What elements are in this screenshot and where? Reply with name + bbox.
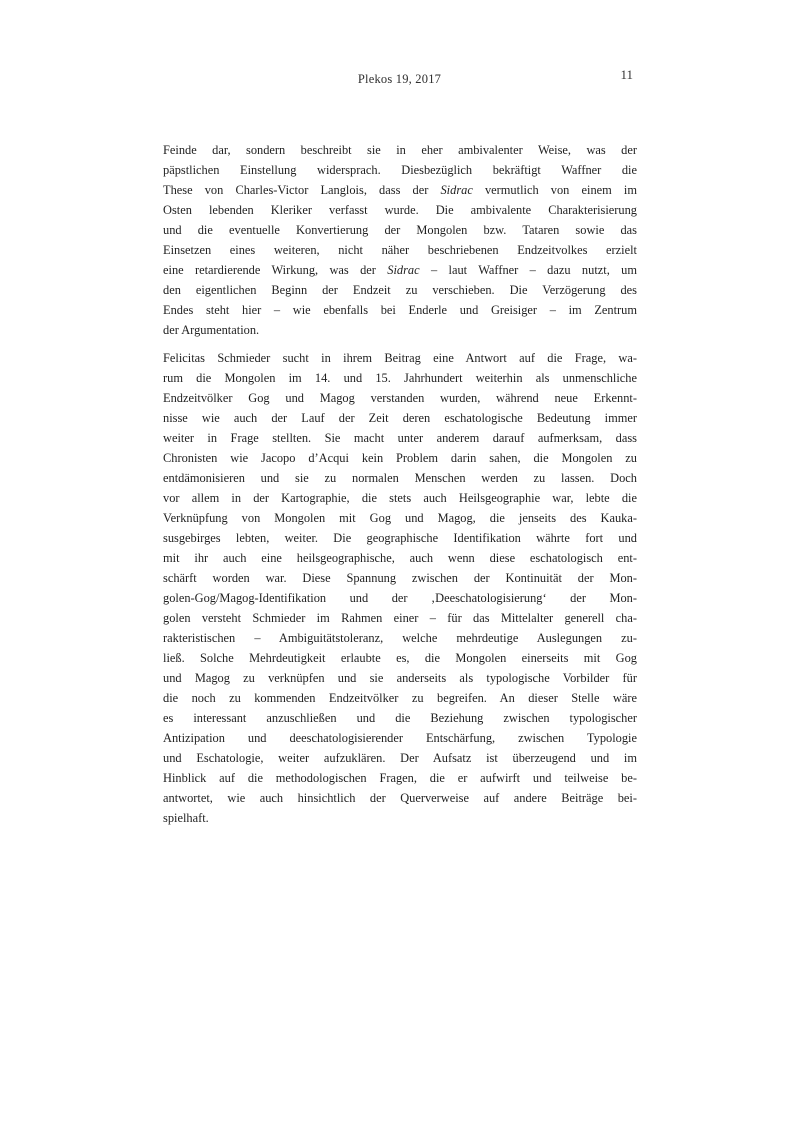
text-line: Antizipation und deeschatologisierender Entschärfung, zwischen Typologie bbox=[163, 731, 637, 745]
text-line: Felicitas Schmieder sucht in ihrem Beitrag eine Antwort auf die Frage, wa- bbox=[163, 351, 637, 365]
text-line: eine retardierende Wirkung, was der Sidrac – laut Waffner – dazu nutzt, um bbox=[163, 263, 637, 277]
text-line: schärft worden war. Diese Spannung zwischen der Kontinuität der Mon- bbox=[163, 571, 637, 585]
journal-header: Plekos 19, 2017 bbox=[357, 72, 442, 86]
text-line: der Argumentation. bbox=[163, 323, 260, 337]
text-line: antwortet, wie auch hinsichtlich der Querverweise auf andere Beiträge bei- bbox=[163, 791, 637, 805]
text-line: vor allem in der Kartographie, die stets auch Heilsgeographie war, lebte die bbox=[163, 491, 637, 505]
text-line: mit ihr auch eine heilsgeographische, auch wenn diese eschatologisch ent- bbox=[163, 551, 637, 565]
text-line: Chronisten wie Jacopo d’Acqui kein Problem darin sahen, die Mongolen zu bbox=[163, 451, 637, 465]
text-line: spielhaft. bbox=[163, 811, 209, 825]
text-line: den eigentlichen Beginn der Endzeit zu verschieben. Die Verzögerung des bbox=[163, 283, 637, 297]
text-line: und Magog zu verknüpfen und sie anderseits als typologische Vorbilder für bbox=[163, 671, 637, 685]
text-line: und die eventuelle Konvertierung der Mongolen bzw. Tataren sowie das bbox=[163, 223, 637, 237]
text-line: rum die Mongolen im 14. und 15. Jahrhundert weiterhin als unmenschliche bbox=[163, 371, 637, 385]
text-line: päpstlichen Einstellung widersprach. Diesbezüglich bekräftigt Waffner die bbox=[163, 163, 637, 177]
body-text bbox=[163, 140, 637, 836]
text-line: rakteristischen – Ambiguitätstoleranz, welche mehrdeutige Auslegungen zu- bbox=[163, 631, 637, 645]
text-line: ließ. Solche Mehrdeutigkeit erlaubte es, die Mongolen einerseits mit Gog bbox=[163, 651, 637, 665]
text-line: Verknüpfung von Mongolen mit Gog und Magog, die jenseits des Kauka- bbox=[163, 511, 637, 525]
text-line: Endzeitvölker Gog und Magog verstanden wurden, während neue Erkennt- bbox=[163, 391, 637, 405]
italic-text: Sidrac bbox=[440, 183, 473, 197]
text-line: Einsetzen eines weiteren, nicht näher beschriebenen Endzeitvolkes erzielt bbox=[163, 243, 637, 257]
text-line: These von Charles-Victor Langlois, dass der Sidrac vermutlich von einem im bbox=[163, 183, 637, 197]
page-number: 11 bbox=[620, 67, 633, 82]
text-line: susgebirges lebten, weiter. Die geographische Identifikation währte fort und bbox=[163, 531, 637, 545]
text-line: weiter in Frage stellten. Sie macht unter anderem darauf aufmerksam, dass bbox=[163, 431, 637, 445]
text-line: golen versteht Schmieder im Rahmen einer – für das Mittelalter generell cha- bbox=[163, 611, 637, 625]
text-line: und Eschatologie, weiter aufzuklären. Der Aufsatz ist überzeugend und im bbox=[163, 751, 637, 765]
text-line: Endes steht hier – wie ebenfalls bei Enderle und Greisiger – im Zentrum bbox=[163, 303, 637, 317]
text-line: Feinde dar, sondern beschreibt sie in eher ambivalenter Weise, was der bbox=[163, 143, 637, 157]
text-line: Osten lebenden Kleriker verfasst wurde. Die ambivalente Charakterisierung bbox=[163, 203, 637, 217]
text-line: es interessant anzuschließen und die Beziehung zwischen typologischer bbox=[163, 711, 637, 725]
text-line: nisse wie auch der Lauf der Zeit deren eschatologische Bedeutung immer bbox=[163, 411, 637, 425]
paragraph bbox=[163, 140, 637, 340]
text-line: Hinblick auf die methodologischen Fragen, die er aufwirft und teilweise be- bbox=[163, 771, 637, 785]
text-line: entdämonisieren und sie zu normalen Menschen werden zu lassen. Doch bbox=[163, 471, 637, 485]
paragraph bbox=[163, 348, 637, 828]
text-line: golen-Gog/Magog-Identifikation und der ‚Deeschatologisierung‘ der Mon- bbox=[163, 591, 637, 605]
text-line: die noch zu kommenden Endzeitvölker zu begreifen. An dieser Stelle wäre bbox=[163, 691, 637, 705]
italic-text: Sidrac bbox=[387, 263, 420, 277]
